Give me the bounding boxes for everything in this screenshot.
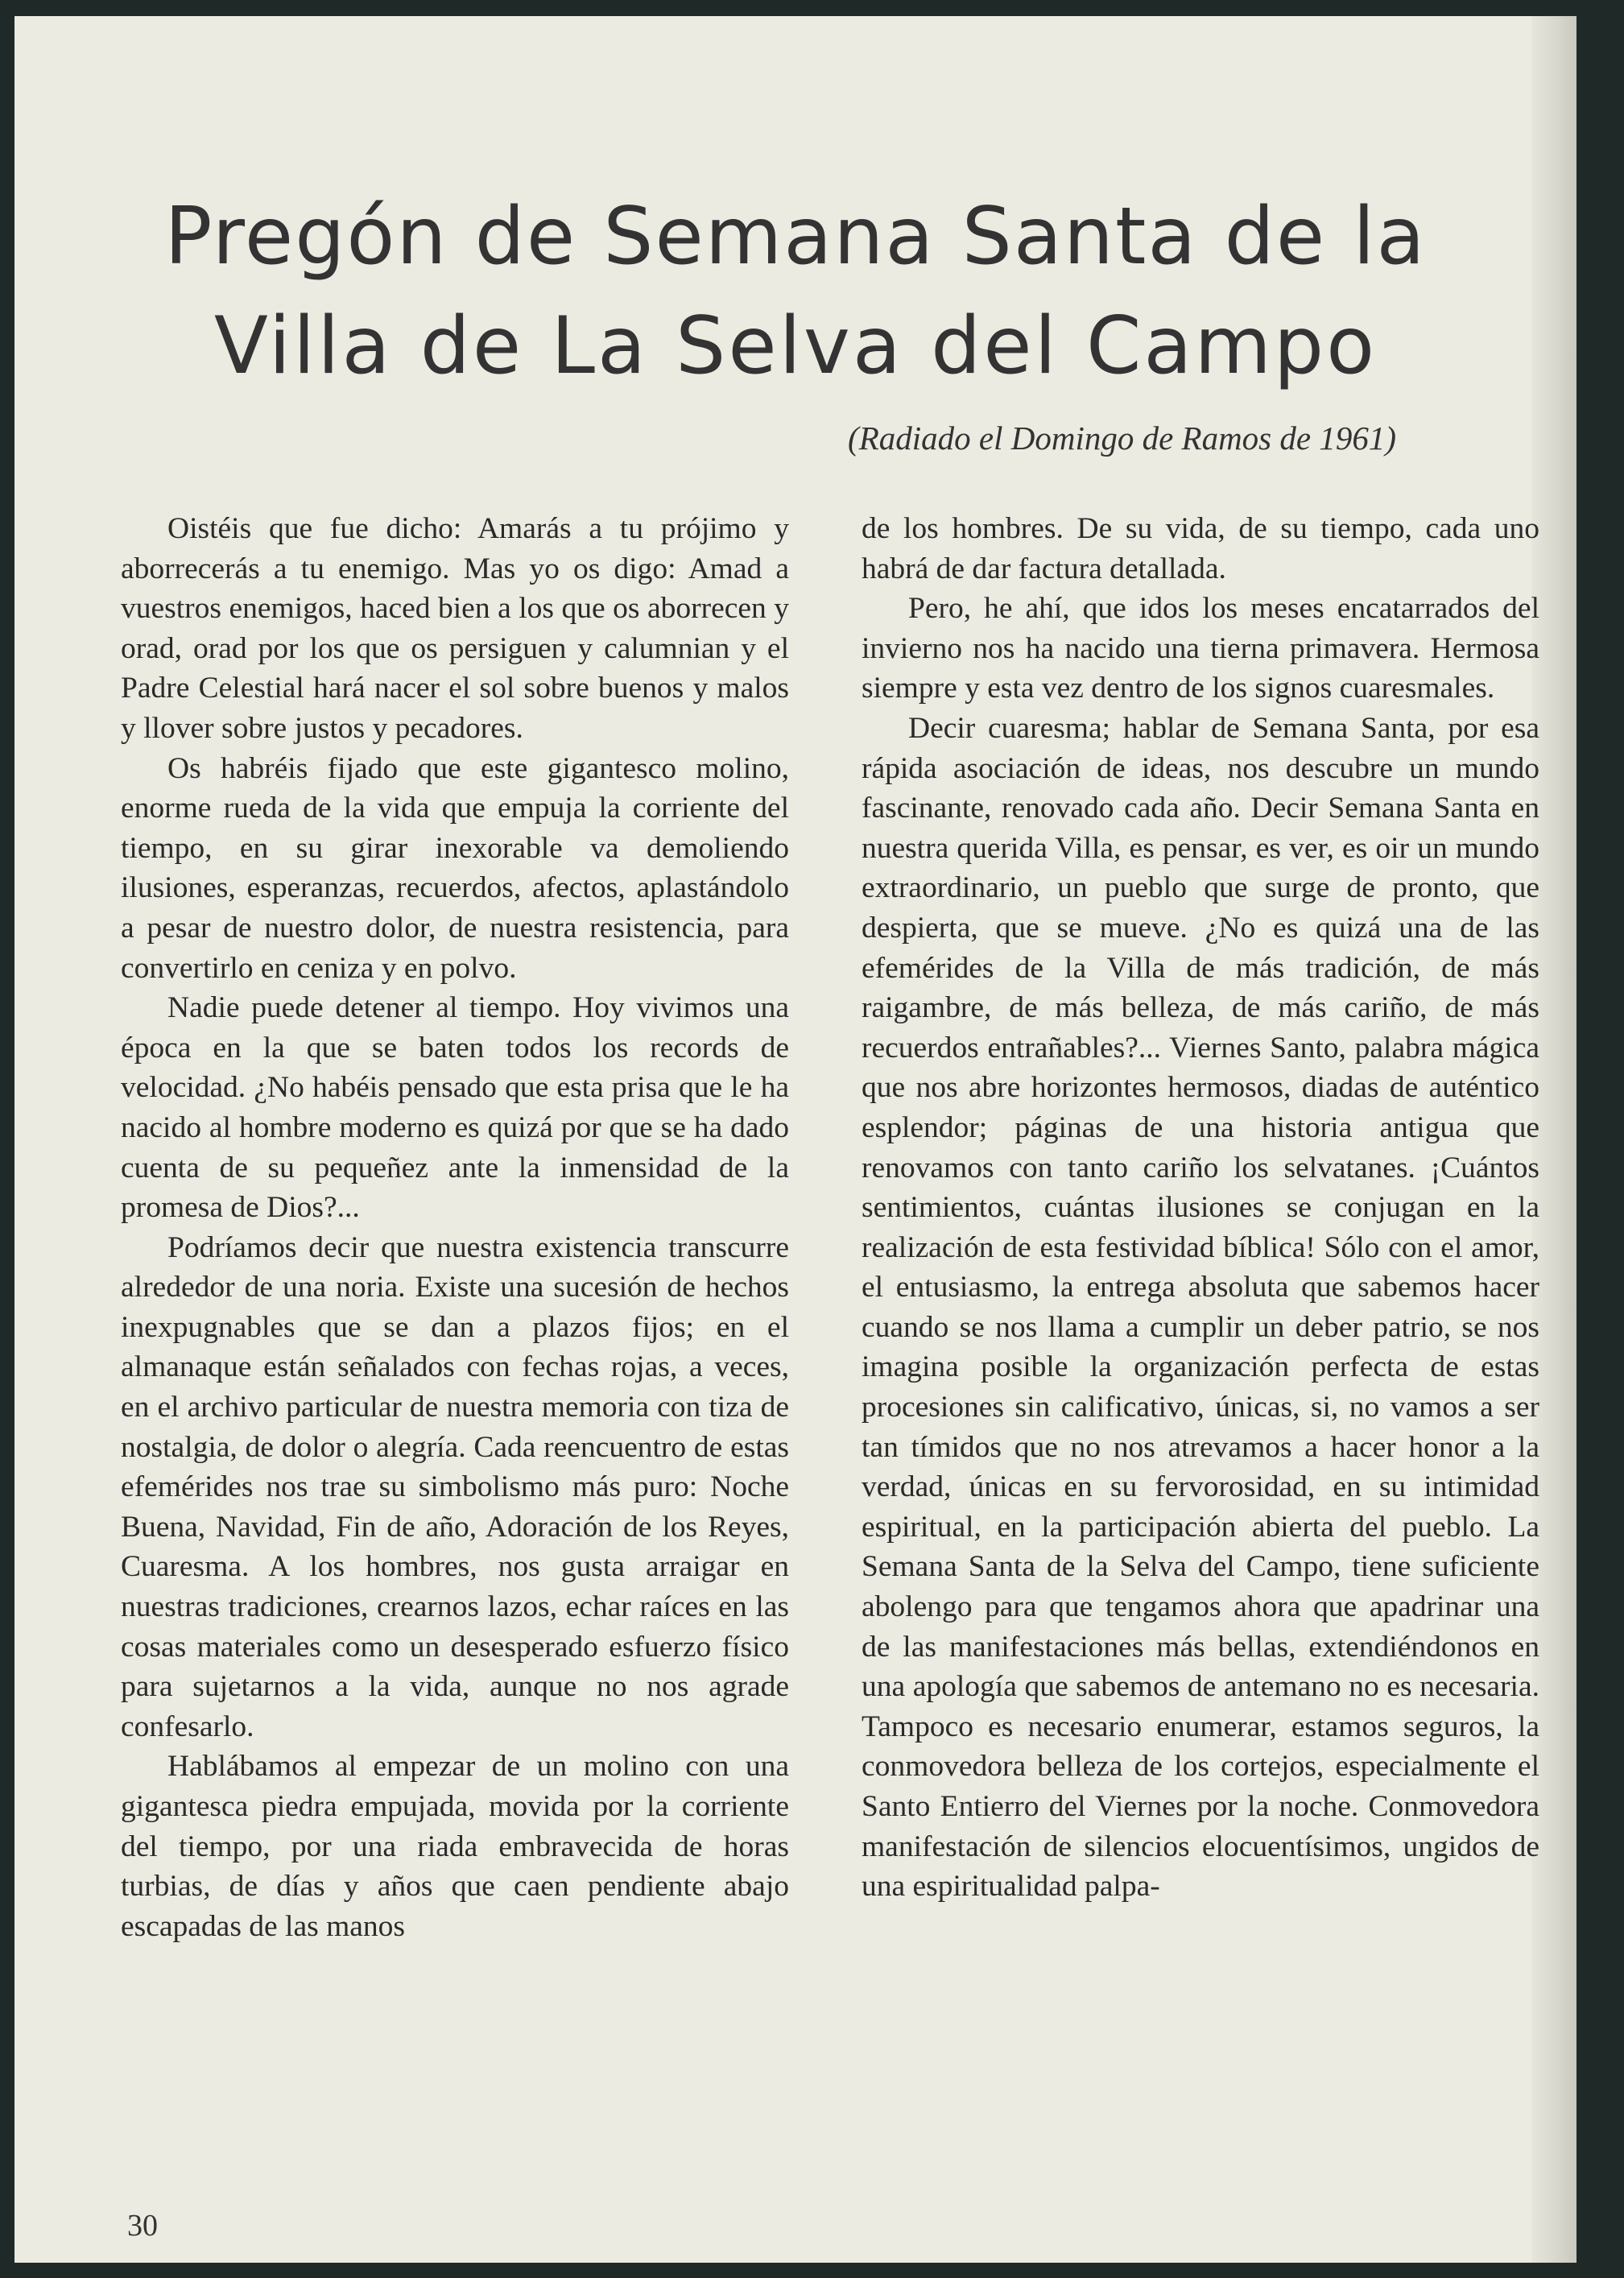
paragraph: Nadie puede detener al tiempo. Hoy vivimos una época en la que se baten todos los records de velocidad. ¿No habéis pensado que esta prisa que le ha nacido al hombre moderno es quizá por que se ha dado cuenta de su pequeñez ante la inmensidad de la promesa de Dios?... <box>121 991 789 1225</box>
paragraph: Podríamos decir que nuestra existencia transcurre alrededor de una noria. Existe una sucesión de hechos inexpugnables que se dan a plazos fijos; en el almanaque están señalados con fechas rojas, a veces, en el archivo particular de nuestra memoria con tiza de nostalgia, de dolor o alegría. Cada reencuentro de estas efemérides nos trae su simbolismo más puro: Noche Buena, Navidad, Fin de año, Adoración de los Reyes, Cuaresma. A los hombres, nos gusta arraigar en nuestras tradiciones, crearnos lazos, echar raíces en las cosas materiales como un desesperado esfuerzo físico para sujetarnos a la vida, aunque no nos agrade confesarlo. <box>121 1230 789 1743</box>
magazine-page <box>14 16 1576 2263</box>
right-text-column <box>862 509 1539 1907</box>
paragraph: Oistéis que fue dicho: Amarás a tu prójimo y aborrecerás a tu enemigo. Mas yo os digo: Amad a vuestros enemigos, haced bien a los que os aborrecen y orad, orad por los que os persiguen y calumnian y el Padre Celestial hará nacer el sol sobre buenos y malos y llover sobre justos y pecadores. <box>121 512 789 745</box>
paragraph-continued: de los hombres. De su vida, de su tiempo, cada uno habrá de dar factura detallada. <box>862 512 1539 585</box>
paragraph: Decir cuaresma; hablar de Semana Santa, por esa rápida asociación de ideas, nos descubre un mundo fascinante, renovado cada año. Decir Semana Santa en nuestra querida Villa, es pensar, es ver, es oir un mundo extraordinario, un pueblo que surge de pronto, que despierta, que se mueve. ¿No es quizá una de las efemérides de la Villa de más tradición, de más raigambre, de más belleza, de más cariño, de más recuerdos entrañables?... Viernes Santo, palabra mágica que nos abre horizontes hermosos, diadas de auténtico esplendor; páginas de una historia antigua que renovamos con tanto cariño los selvatanes. ¡Cuántos sentimientos, cuántas ilusiones se conjugan en la realización de esta festividad bíblica! Sólo con el amor, el entusiasmo, la entrega absoluta que sabemos hacer cuando se nos llama a cumplir un deber patrio, se nos imagina posible la organización perfecta de estas procesiones sin calificativo, únicas, si, no vamos a ser tan tímidos que no nos atrevamos a hacer honor a la verdad, únicas en su fervorosidad, en su intimidad espiritual, en la participación abierta del pueblo. La Semana Santa de la Selva del Campo, tiene suficiente abolengo para que tengamos ahora que apadrinar una de las manifestaciones más bellas, extendiéndonos en una apología que sabemos de antemano no es necesaria. Tampoco es necesario enumerar, estamos seguros, la conmovedora belleza de los cortejos, especialmente el Santo Entierro del Viernes por la noche. Conmovedora manifestación de silencios elocuentísimos, ungidos de una espiritualidad palpa- <box>862 711 1539 1904</box>
page-number: 30 <box>127 2209 158 2243</box>
article-subtitle: (Radiado el Domingo de Ramos de 1961) <box>848 420 1396 457</box>
article-title-line-1: Pregón de Semana Santa de la <box>164 191 1427 283</box>
paragraph: Hablábamos al empezar de un molino con una gigantesca piedra empujada, movida por la corriente del tiempo, por una riada embravecida de horas turbias, de días y años que caen pendiente abajo escapadas de las manos <box>121 1750 789 1943</box>
paragraph: Os habréis fijado que este gigantesco molino, enorme rueda de la vida que empuja la corriente del tiempo, en su girar inexorable va demoliendo ilusiones, esperanzas, recuerdos, afectos, aplastándolo a pesar de nuestro dolor, de nuestra resistencia, para convertirlo en ceniza y en polvo. <box>121 751 789 985</box>
paragraph: Pero, he ahí, que idos los meses encatarrados del invierno nos ha nacido una tierna primavera. Hermosa siempre y esta vez dentro de los signos cuaresmales. <box>862 592 1539 705</box>
article-title-line-2: Villa de La Selva del Campo <box>213 300 1378 392</box>
left-text-column <box>121 509 789 1946</box>
